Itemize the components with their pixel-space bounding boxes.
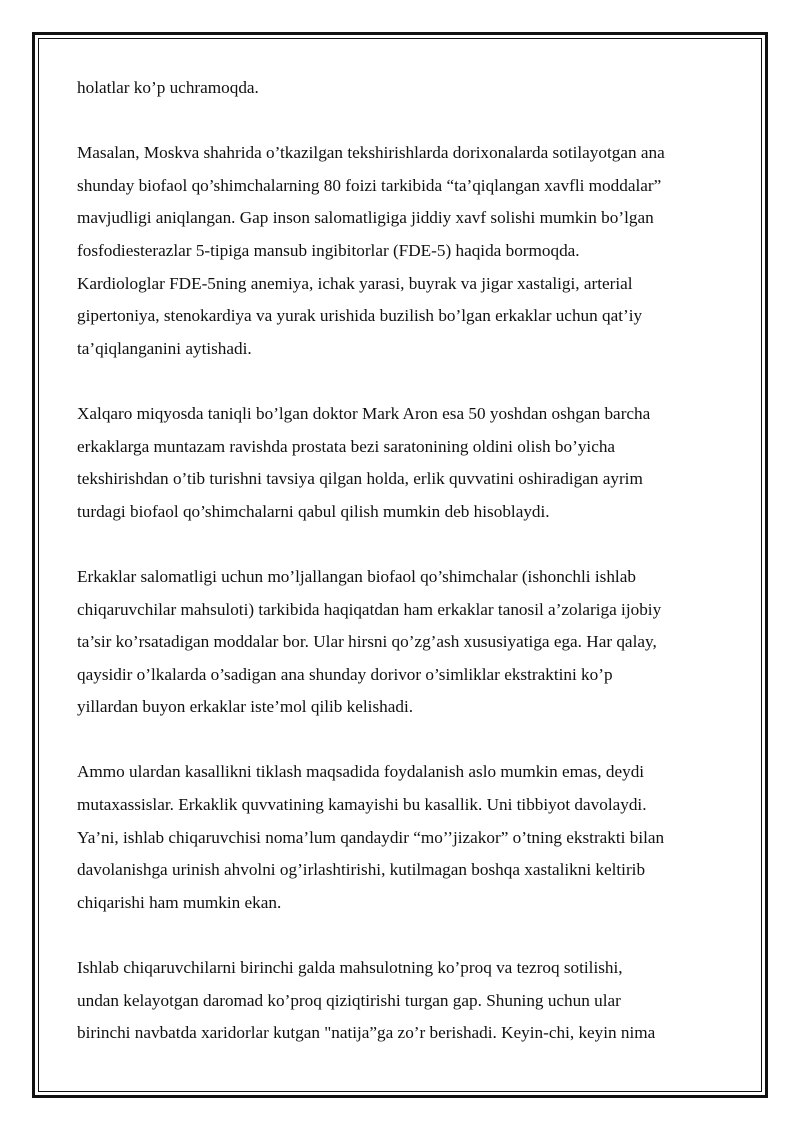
text-line: qaysidir o’lkalarda o’sadigan ana shunday dorivor o’simliklar ekstraktini ko’p [77, 664, 613, 684]
text-line: undan kelayotgan daromad ko’proq qiziqtirishi turgan gap. Shuning uchun ular [77, 990, 621, 1010]
text-line: gipertoniya, stenokardiya va yurak urishida buzilish bo’lgan erkaklar uchun qat’iy [77, 306, 643, 326]
paragraph-4 [77, 561, 737, 724]
text-line: davolanishga urinish ahvolni og’irlashtirishi, kutilmagan boshqa xastalikni keltirib [77, 860, 646, 880]
text-line: holatlar ko’p uchramoqda. [77, 78, 259, 97]
text-line: yillardan buyon erkaklar iste’mol qilib kelishadi. [77, 697, 414, 717]
text-line: mavjudligi aniqlangan. Gap inson salomatligiga jiddiy xavf solishi mumkin bo’lgan [77, 208, 654, 228]
text-line: ta’sir ko’rsatadigan moddalar bor. Ular hirsni qo’zg’ash xususiyatiga ega. Har qalay, [77, 632, 657, 652]
text-line: Ammo ulardan kasallikni tiklash maqsadida foydalanish aslo mumkin emas, deydi [77, 762, 645, 782]
text-line: tekshirishdan o’tib turishni tavsiya qilgan holda, erlik quvvatini oshiradigan ayrim [77, 469, 643, 489]
text-line: Kardiologlar FDE-5ning anemiya, ichak yarasi, buyrak va jigar xastaligi, arterial [77, 273, 633, 293]
document-body [77, 72, 737, 1082]
paragraph-5 [77, 756, 737, 919]
text-line: ta’qiqlanganini aytishadi. [77, 338, 252, 358]
text-line: Xalqaro miqyosda taniqli bo’lgan doktor Mark Aron esa 50 yoshdan oshgan barcha [77, 403, 651, 423]
text-line: birinchi navbatda xaridorlar kutgan "natija”ga zo’r berishadi. Keyin-chi, keyin nima [77, 1023, 656, 1043]
text-line: turdagi biofaol qo’shimchalarni qabul qilish mumkin deb hisoblaydi. [77, 501, 550, 521]
text-line: Masalan, Moskva shahrida o’tkazilgan tekshirishlarda dorixonalarda sotilayotgan ana [77, 143, 665, 163]
paragraph-3 [77, 398, 737, 528]
text-line: Ishlab chiqaruvchilarni birinchi galda mahsulotning ko’proq va tezroq sotilishi, [77, 958, 623, 978]
text-line: fosfodiesterazlar 5-tipiga mansub ingibitorlar (FDE-5) haqida bormoqda. [77, 240, 580, 260]
text-line: chiqarishi ham mumkin ekan. [77, 892, 282, 912]
paragraph-2 [77, 137, 737, 365]
paragraph-6 [77, 952, 737, 1050]
text-line: Ya’ni, ishlab chiqaruvchisi noma’lum qandaydir “mo’’jizakor” o’tning ekstrakti bilan [77, 827, 665, 847]
text-line: Erkaklar salomatligi uchun mo’ljallangan biofaol qo’shimchalar (ishonchli ishlab [77, 566, 636, 586]
text-line: erkaklarga muntazam ravishda prostata bezi saratonining oldini olish bo’yicha [77, 436, 616, 456]
paragraph-1 [77, 72, 737, 105]
text-line: shunday biofaol qo’shimchalarning 80 foizi tarkibida “ta’qiqlangan xavfli moddalar” [77, 175, 662, 195]
text-line: chiqaruvchilar mahsuloti) tarkibida haqiqatdan ham erkaklar tanosil a’zolariga ijobiy [77, 599, 662, 619]
text-line: mutaxassislar. Erkaklik quvvatining kamayishi bu kasallik. Uni tibbiyot davolaydi. [77, 795, 647, 815]
